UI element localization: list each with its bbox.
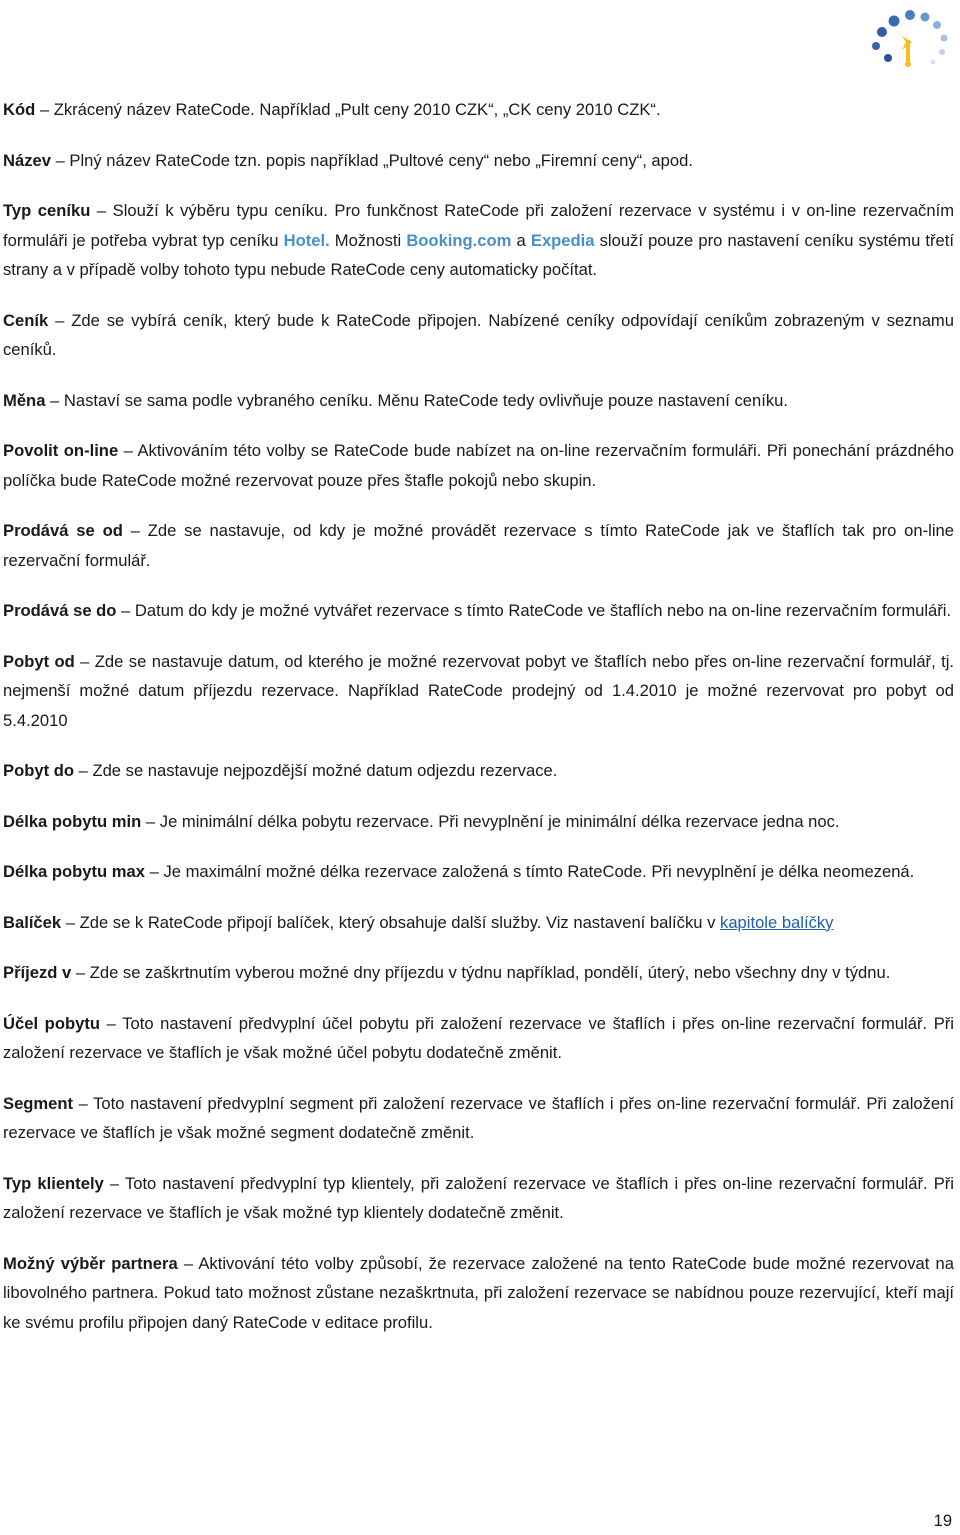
term-label: Příjezd v [3, 963, 72, 982]
definition-text: Zde se nastavuje datum, od kterého je možné rezervovat pobyt ve štaflích nebo přes on-line rezervační formulář, tj. nejmenší možné datum příjezdu rezervace. Například RateCode prodejný od 1.4.2010 je možné rezervovat pro pobyt od 5.4.2010 [3, 651, 954, 730]
term-label: Prodává se do [3, 601, 117, 620]
page-number: 19 [933, 1512, 952, 1530]
separator: – [177, 1253, 199, 1273]
separator: – [141, 811, 160, 831]
definition-text: Toto nastavení předvyplní typ klientely, při založení rezervace ve štaflích i přes on-line rezervační formulář. Při založení rezervace ve štaflích je však možné typ klientely dodatečně změnit. [3, 1173, 954, 1222]
definition-text: Možnosti [329, 230, 407, 250]
separator: – [48, 310, 72, 330]
highlight-expedia: Expedia [530, 230, 595, 250]
definition-pobyt-od [3, 647, 954, 736]
term-label: Pobyt od [3, 651, 75, 671]
document-body [3, 95, 954, 1358]
term-label: Typ ceníku [3, 201, 91, 220]
term-label: Měna [3, 390, 46, 410]
definition-text: Je minimální délka pobytu rezervace. Při nevyplnění je minimální délka rezervace jedna noc. [159, 811, 840, 831]
term-label: Prodává se od [3, 521, 123, 540]
logo-icon [862, 6, 954, 72]
definition-delka-pobytu-min [3, 807, 954, 837]
definition-text: Aktivování této volby způsobí, že rezervace založené na tento RateCode bude možné rezervovat na libovolného partnera. Pokud tato možnost zůstane nezaškrtnuta, při založení rezervace se nabídnou pouze rezervující, kteří mají ke svému profilu připojen daný RateCode v editace profilu. [3, 1253, 954, 1332]
term-label: Možný výběr partnera [3, 1253, 178, 1273]
definition-text: Zde se k RateCode připojí balíček, který obsahuje další služby. Viz nastavení balíčku v [79, 912, 721, 932]
definition-prijezd-v [3, 958, 954, 988]
definition-text: Je maximální možné délka rezervace založená s tímto RateCode. Při nevyplnění je délka neomezená. [163, 862, 915, 881]
definition-text: Plný název RateCode tzn. popis například „Pultové ceny“ nebo „Firemní ceny“, apod. [69, 150, 693, 170]
definition-text: Zde se vybírá ceník, který bude k RateCode připojen. Nabízené ceníky odpovídají ceníkům zobrazeným v seznamu ceníků. [3, 310, 954, 359]
separator: – [45, 390, 64, 410]
definition-prodava-se-do [3, 596, 954, 626]
definition-segment [3, 1089, 954, 1148]
definition-delka-pobytu-max [3, 857, 954, 887]
definition-kod [3, 95, 954, 125]
separator: – [116, 601, 135, 620]
separator: – [73, 1093, 94, 1113]
definition-text: Datum do kdy je možné vytvářet rezervace s tímto RateCode ve štaflích nebo na on-line rezervačním formuláři. [134, 601, 952, 620]
definition-nazev [3, 146, 954, 176]
definition-text: Zde se nastavuje nejpozdější možné datum odjezdu rezervace. [92, 761, 558, 780]
highlight-hotel: Hotel. [283, 230, 330, 250]
term-label: Ceník [3, 310, 49, 330]
definition-pobyt-do [3, 756, 954, 786]
definition-text: Aktivováním této volby se RateCode bude nabízet na on-line rezervačním formuláři. Při ponechání prázdného políčka bude RateCode možné rezervovat pouze přes štafle pokojů nebo skupin. [3, 441, 954, 490]
definition-text: Toto nastavení předvyplní účel pobytu při založení rezervace ve štaflích i přes on-line rezervační formulář. Při založení rezervace ve štaflích je však možné účel pobytu dodatečně změnit. [3, 1013, 954, 1062]
term-label: Pobyt do [3, 761, 74, 780]
separator: – [122, 521, 148, 540]
definition-text: Zde se zaškrtnutím vyberou možné dny příjezdu v týdnu například, pondělí, úterý, nebo všechny dny v týdnu. [89, 963, 891, 982]
definition-mozny-vyber-partnera [3, 1249, 954, 1338]
separator: – [50, 150, 70, 170]
definition-povolit-online [3, 436, 954, 495]
separator: – [90, 201, 113, 220]
definition-typ-ceniku [3, 196, 954, 285]
definition-text: a [511, 230, 531, 250]
separator: – [118, 441, 138, 460]
definition-text: Slouží k výběru typu ceníku. Pro funkčnost RateCode při založení rezervace v systému i v on-line rezervačním formuláři je potřeba vybrat typ ceníku [3, 201, 955, 250]
separator: – [35, 100, 54, 119]
term-label: Segment [3, 1093, 74, 1113]
definition-cenik [3, 306, 954, 365]
term-label: Délka pobytu max [3, 862, 146, 881]
definition-text: Nastaví se sama podle vybraného ceníku. Měnu RateCode tedy ovlivňuje pouze nastavení ceníku. [63, 390, 788, 410]
term-label: Délka pobytu min [3, 811, 142, 831]
definition-text: Toto nastavení předvyplní segment při založení rezervace ve štaflích i přes on-line rezervační formulář. Při založení rezervace ve štaflích je však možné segment dodatečně změnit. [3, 1093, 954, 1142]
term-label: Typ klientely [3, 1173, 104, 1193]
kapitole-balicky-link[interactable]: kapitole balíčky [720, 912, 834, 932]
separator: – [103, 1173, 125, 1193]
definition-typ-klientely [3, 1169, 954, 1228]
separator: – [74, 651, 95, 671]
separator: – [145, 862, 164, 881]
term-label: Povolit on-line [3, 441, 119, 460]
definition-ucel-pobytu [3, 1009, 954, 1068]
definition-text: Zkrácený název RateCode. Například „Pult ceny 2010 CZK“, „CK ceny 2010 CZK“. [53, 100, 661, 119]
highlight-booking: Booking.com [406, 230, 512, 250]
term-label: Název [3, 150, 51, 170]
definition-text: slouží pouze pro nastavení ceníku systému třetí strany a v případě volby tohoto typu nebude RateCode ceny automaticky počítat. [3, 230, 955, 279]
separator: – [99, 1013, 123, 1033]
definition-mena [3, 386, 954, 416]
separator: – [71, 963, 90, 982]
definition-prodava-se-od [3, 516, 954, 575]
definition-balicek [3, 908, 954, 938]
separator: – [61, 912, 80, 932]
term-label: Účel pobytu [3, 1013, 100, 1033]
separator: – [73, 761, 93, 780]
term-label: Balíček [3, 912, 62, 932]
term-label: Kód [3, 100, 36, 119]
definition-text: Zde se nastavuje, od kdy je možné provádět rezervace s tímto RateCode jak ve štaflích tak pro on-line rezervační formulář. [3, 521, 954, 570]
